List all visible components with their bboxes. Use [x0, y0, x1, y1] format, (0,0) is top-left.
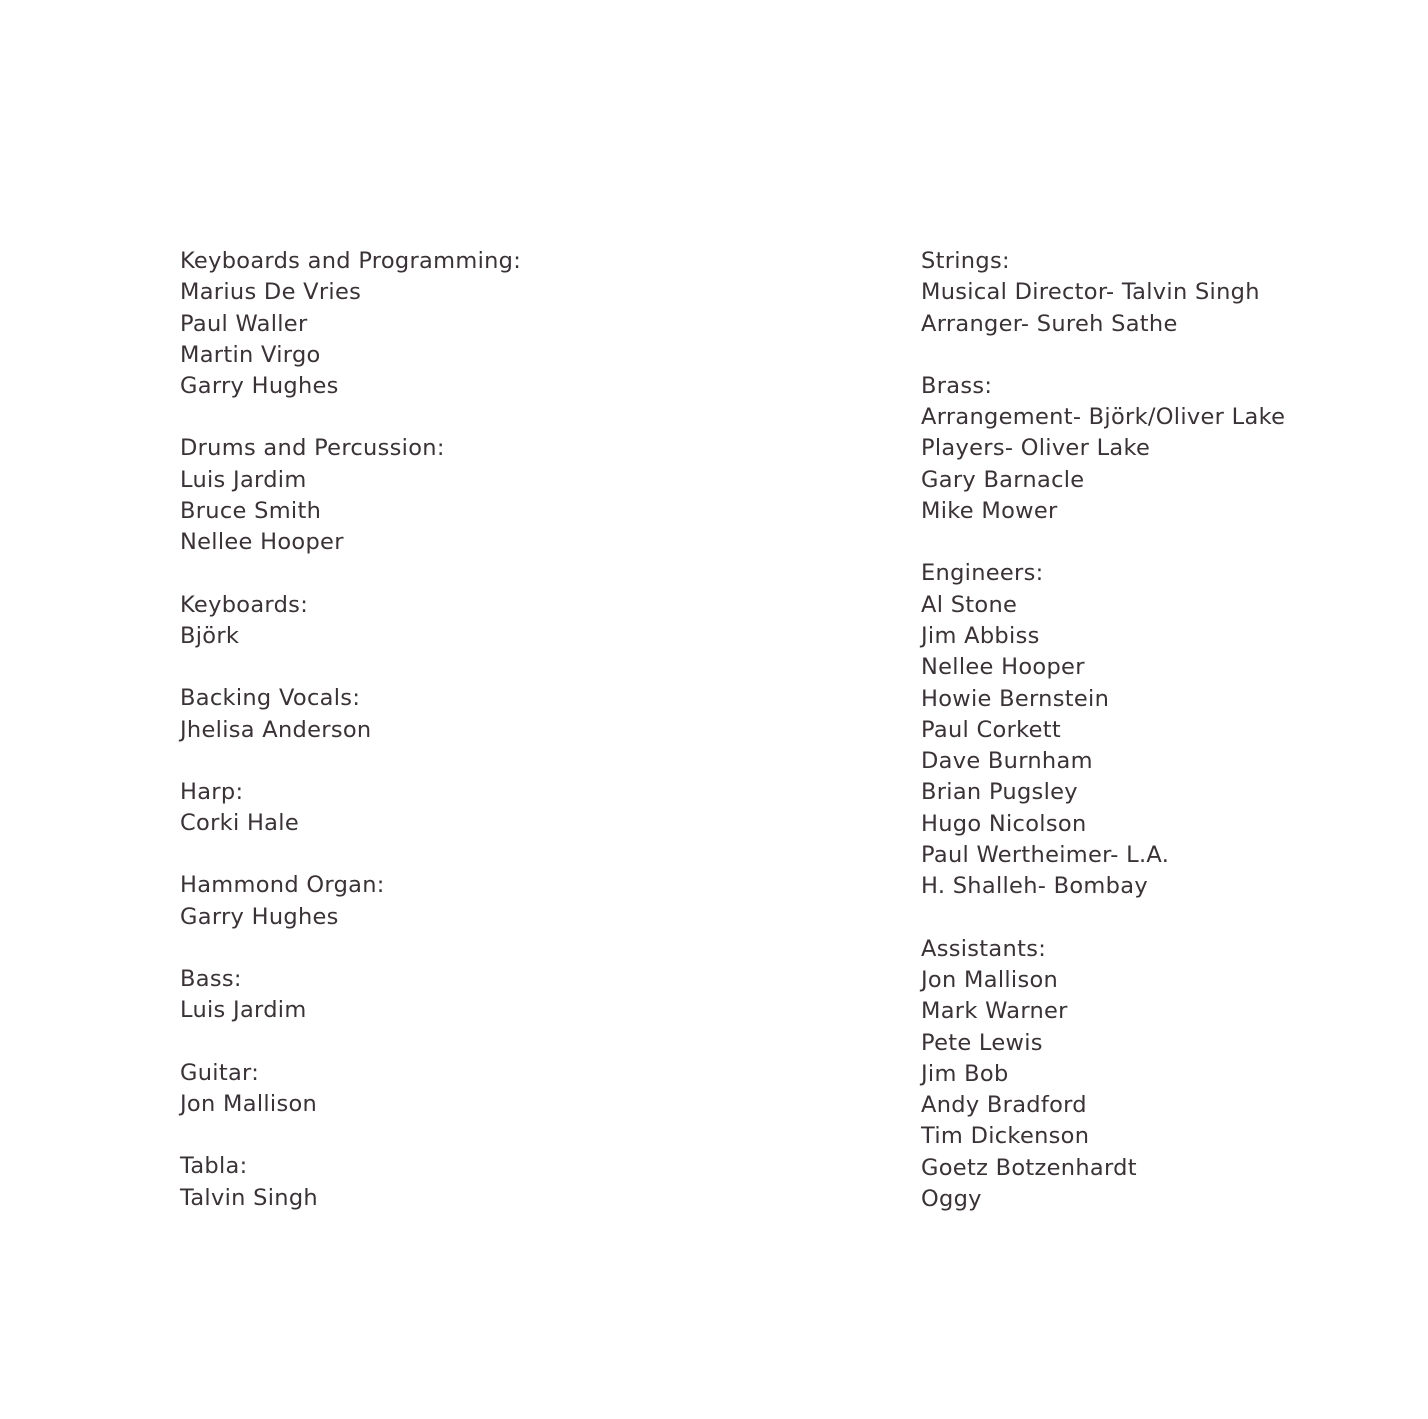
- credit-name: Tim Dickenson: [921, 1123, 1090, 1150]
- credit-role-heading: Keyboards and Programming:: [180, 248, 522, 274]
- credit-name: Goetz Botzenhardt: [921, 1154, 1137, 1181]
- credit-role-heading: Harp:: [180, 778, 244, 805]
- credit-name: Garry Hughes: [180, 903, 339, 930]
- credit-name: Nellee Hooper: [921, 654, 1085, 681]
- credit-section-assistants: [921, 934, 1401, 1216]
- credit-name: Mike Mower: [921, 498, 1058, 525]
- credit-name: Pete Lewis: [921, 1029, 1043, 1056]
- credits-right-column: [921, 246, 1401, 1246]
- credit-name: Marius De Vries: [180, 279, 362, 306]
- credit-name: Paul Corkett: [921, 716, 1062, 743]
- credit-name: Bruce Smith: [180, 498, 322, 525]
- credit-name: Mark Warner: [921, 998, 1068, 1025]
- credit-name: Jim Bob: [921, 1060, 1009, 1087]
- credit-name: Andy Bradford: [921, 1092, 1087, 1119]
- credit-role-heading: Hammond Organ:: [180, 872, 385, 899]
- credit-role-heading: Keyboards:: [180, 591, 309, 618]
- credit-name: Jon Mallison: [180, 1090, 318, 1117]
- credit-role-heading: Assistants:: [921, 935, 1047, 962]
- credit-section-strings: [921, 246, 1401, 340]
- credit-section-engineers: [921, 558, 1401, 902]
- credit-role-heading: Strings:: [921, 248, 1010, 274]
- credit-role-heading: Guitar:: [180, 1059, 260, 1086]
- credit-name: Talvin Singh: [180, 1184, 318, 1211]
- credit-role-heading: Drums and Percussion:: [180, 435, 445, 462]
- credit-section-tabla: [180, 1151, 740, 1214]
- credit-section-keyboards: [180, 590, 740, 653]
- credit-name: Hugo Nicolson: [921, 810, 1087, 837]
- credit-name: H. Shalleh- Bombay: [921, 873, 1148, 900]
- credit-name: Nellee Hooper: [180, 529, 344, 556]
- credit-name: Jon Mallison: [921, 966, 1059, 993]
- credit-name: Paul Wertheimer- L.A.: [921, 842, 1170, 869]
- credit-section-harp: [180, 777, 740, 840]
- credit-name: Oggy: [921, 1186, 982, 1213]
- credit-name: Arrangement- Björk/Oliver Lake: [921, 404, 1286, 431]
- credit-name: Arranger- Sureh Sathe: [921, 310, 1178, 337]
- credit-role-heading: Tabla:: [180, 1153, 248, 1180]
- credit-name: Garry Hughes: [180, 373, 339, 400]
- credit-section-drums-and-percussion: [180, 433, 740, 558]
- credit-name: Paul Waller: [180, 310, 308, 337]
- credit-name: Gary Barnacle: [921, 466, 1085, 493]
- credit-name: Corki Hale: [180, 810, 299, 837]
- credit-role-heading: Bass:: [180, 966, 242, 993]
- credit-name: Dave Burnham: [921, 748, 1093, 775]
- credit-section-keyboards-and-programming: [180, 246, 740, 402]
- credit-section-guitar: [180, 1058, 740, 1121]
- credit-role-heading: Backing Vocals:: [180, 685, 361, 712]
- credit-section-backing-vocals: [180, 683, 740, 746]
- credit-name: Brian Pugsley: [921, 779, 1078, 806]
- credit-name: Musical Director- Talvin Singh: [921, 279, 1260, 306]
- credit-section-bass: [180, 964, 740, 1027]
- credit-name: Jim Abbiss: [921, 622, 1040, 649]
- credit-name: Luis Jardim: [180, 466, 307, 493]
- credit-name: Players- Oliver Lake: [921, 435, 1151, 462]
- credit-name: Martin Virgo: [180, 341, 321, 368]
- credit-section-brass: [921, 371, 1401, 527]
- credit-role-heading: Brass:: [921, 372, 993, 399]
- credits-left-column: [180, 246, 740, 1245]
- credit-name: Howie Bernstein: [921, 685, 1110, 712]
- credit-name: Björk: [180, 622, 240, 649]
- credit-name: Jhelisa Anderson: [180, 716, 372, 743]
- credit-name: Luis Jardim: [180, 997, 307, 1024]
- credit-name: Al Stone: [921, 591, 1018, 618]
- credit-role-heading: Engineers:: [921, 560, 1044, 587]
- credit-section-hammond-organ: [180, 870, 740, 933]
